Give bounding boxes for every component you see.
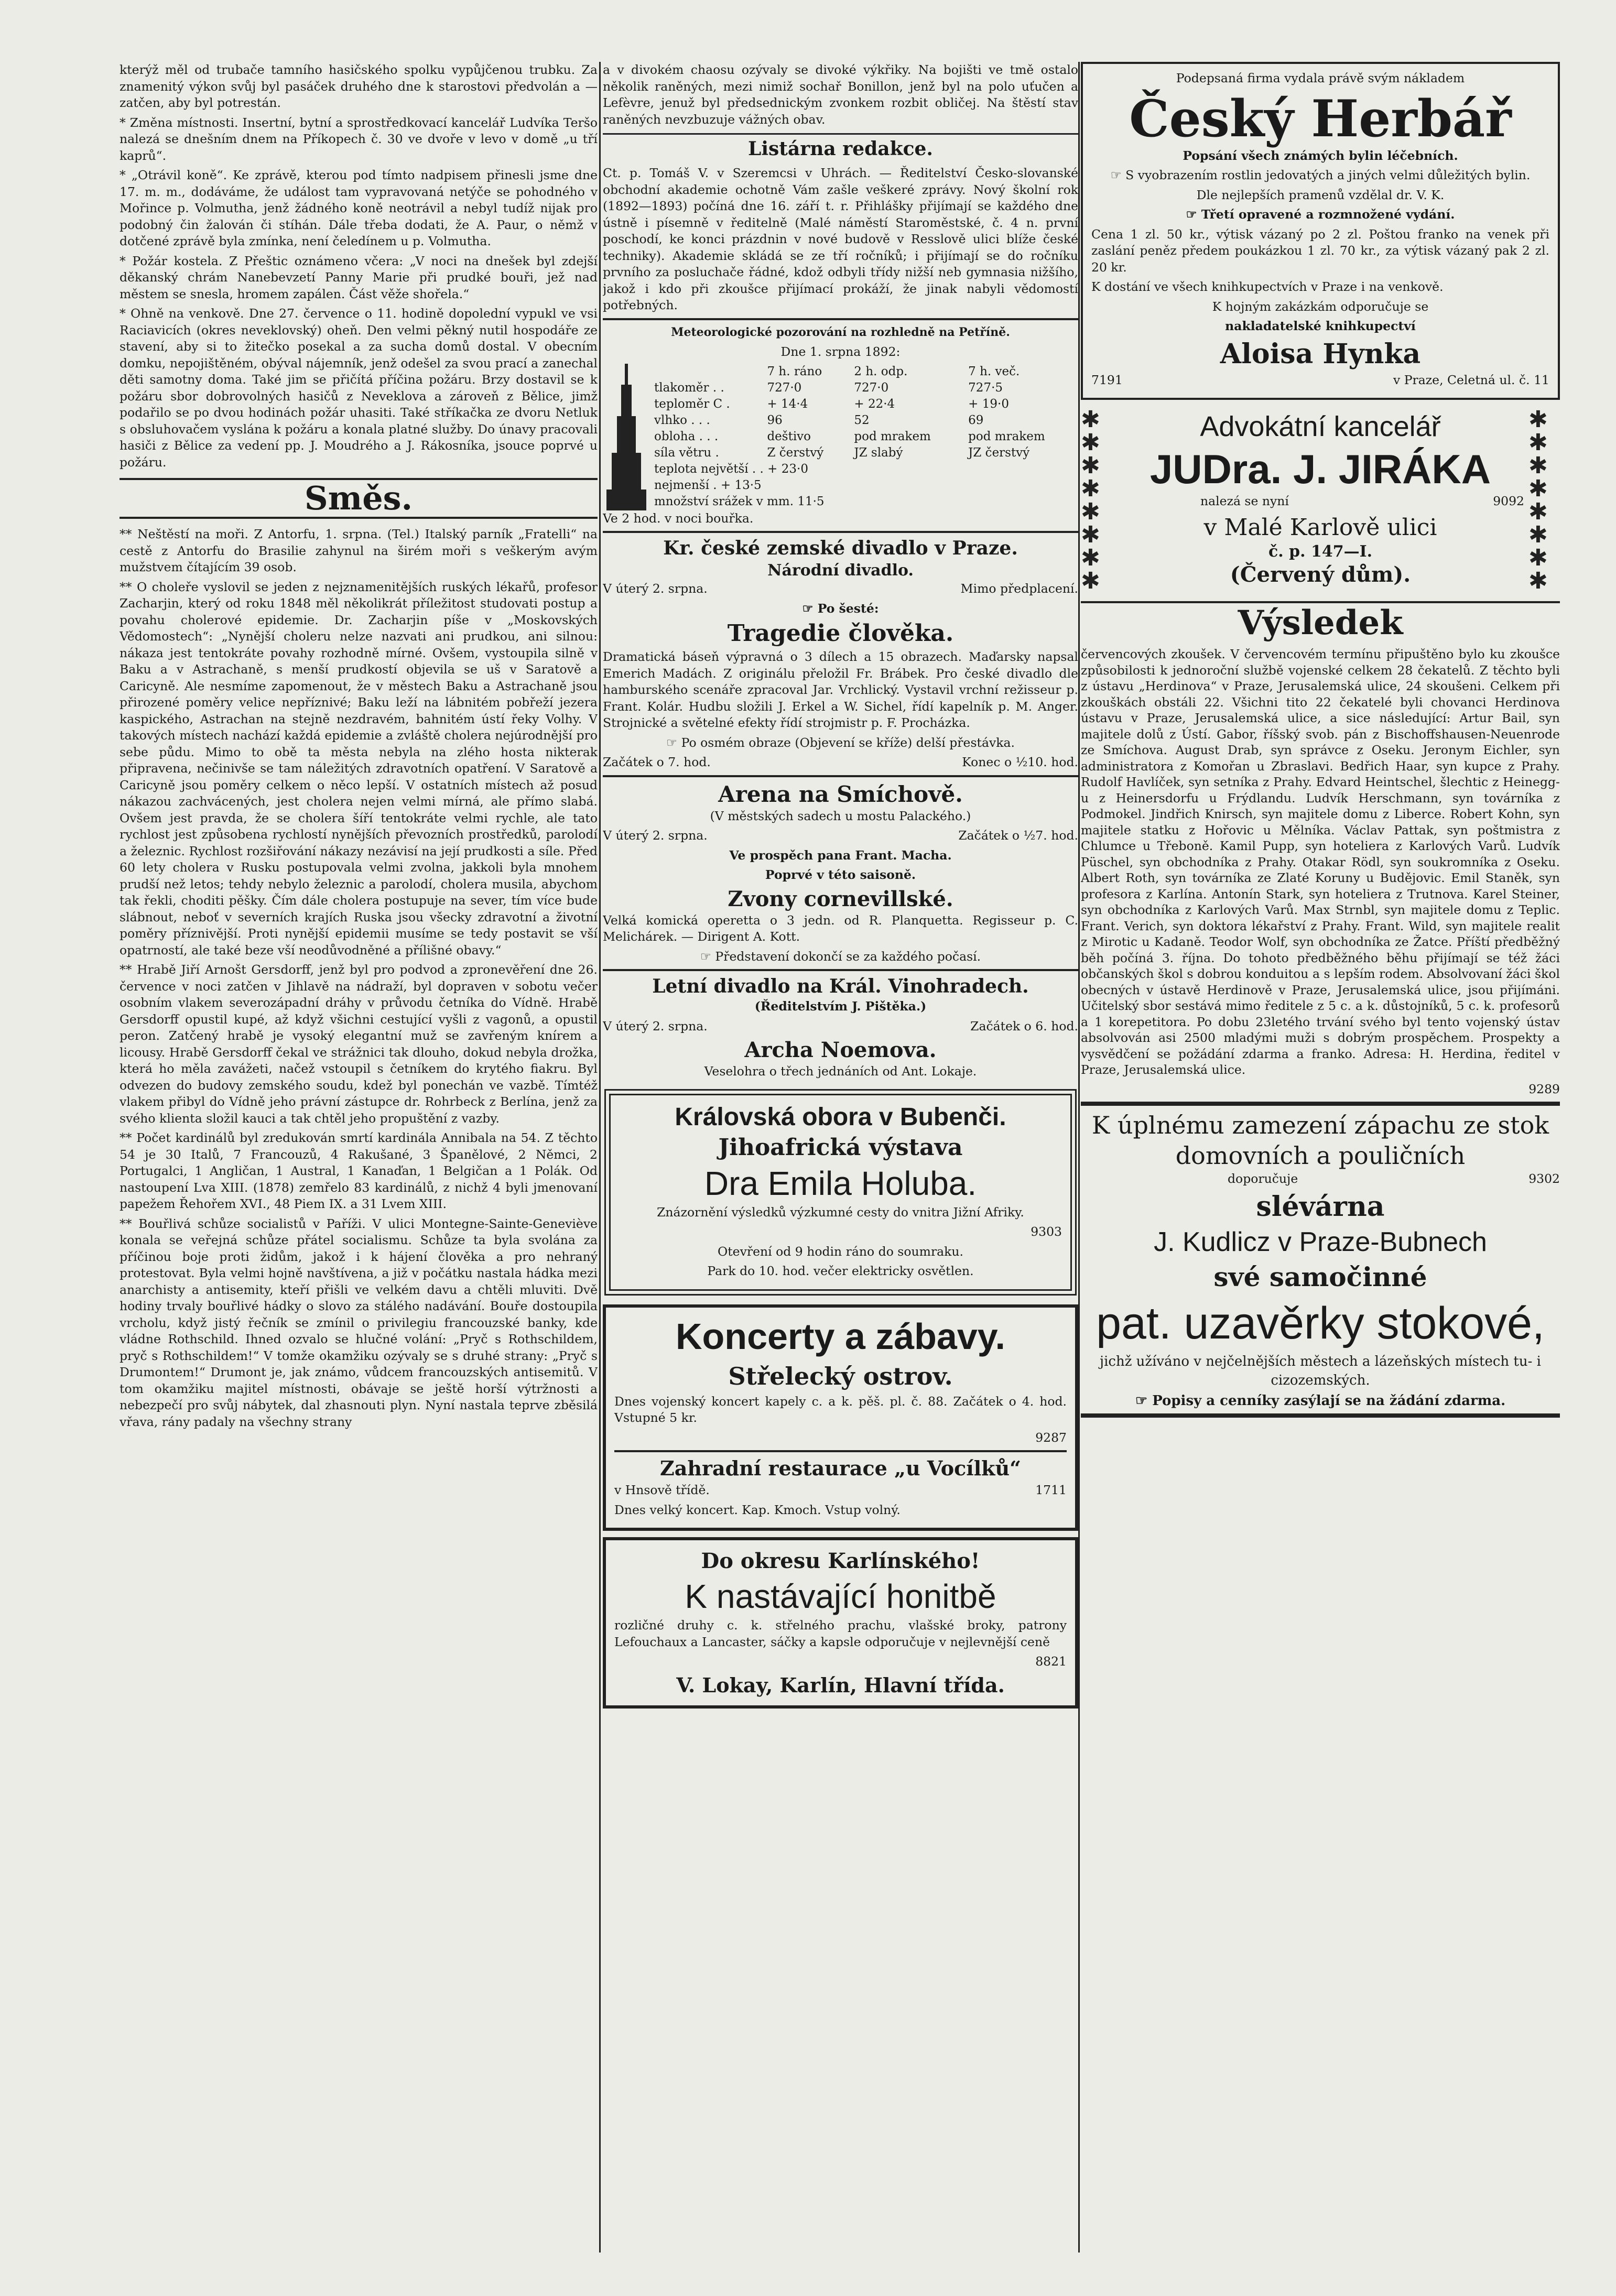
bubenec-ad-subtitle: Jihoafrická výstava — [718, 1134, 963, 1161]
divider — [603, 969, 1078, 971]
summer-theater-subtitle: (Ředitelstvím J. Pištěka.) — [754, 999, 927, 1014]
summer-theater-title: Letní divadlo na Král. Vinohradech. — [652, 975, 1029, 997]
article-text: a v divokém chaosu ozývaly se divoké výkřiky. Na bojišti ve tmě ostalo několik raněných, mezi nimiž sochař Bonillon, jenž byl na polo uťučen a Lefèvre, jenuž byl předsednickým zvonkem rozbit obličej. Na štěstí stav raněných nevzbuzuje vážných obav. — [603, 62, 1078, 127]
lokay-text: rozličné druhy c. k. střelného prachu, vlašské broky, patrony Lefouchaux a Lancaster, sáčky a kapsle odporučuje v nejlevnější ceně — [614, 1618, 1067, 1649]
arena-description: Velká komická operetta o 3 jedn. od R. Planquetta. Regisseur p. C. Melichárek. — Dirigent A. Kott. — [603, 912, 1078, 944]
theater-run: ☞ Po šesté: — [802, 601, 879, 616]
play-note: ☞ Po osmém obraze (Objevení se kříže) delší přestávka. — [666, 735, 1015, 750]
ad-number: 9289 — [1528, 1081, 1560, 1096]
lokay-signature: V. Lokay, Karlín, Hlavní třída. — [676, 1673, 1005, 1697]
herbar-line: ☞ S vyobrazením rostlin jedovatých a jiných velmi důležitých bylin. — [1110, 168, 1531, 182]
meteo-title: Meteorologické pozorování na rozhledně na Petříně. — [671, 325, 1010, 339]
advocate-street: v Malé Karlově ulici — [1203, 514, 1437, 541]
divider — [1081, 1102, 1560, 1106]
advocate-ad — [1081, 408, 1560, 593]
ad-number: 8821 — [1035, 1654, 1067, 1669]
pointing-hand-icon: ☞ — [700, 949, 715, 964]
sewer-ad-foundry: slévárna — [1256, 1190, 1385, 1223]
herbar-intro: Podepsaná firma vydala právě svým nákladem — [1176, 71, 1465, 85]
sewer-ad-automatic: své samočinné — [1213, 1261, 1427, 1292]
herbar-line: Popsání všech známých bylin léčebních. — [1183, 148, 1458, 163]
herbar-line: nakladatelské knihkupectví — [1225, 319, 1416, 333]
result-text: červencových zkoušek. V červencovém termínu připuštěno bylo ku zkoušce způsobilosti k jednoroční službě vojenské celkem 28 čekatelů. Z těchto byli z ústavu „Herdinova“ v Praze, Jerusalemská ulice, 24 skoušeni. Celkem při zkouškách obstáli 22. Všichni tito 22 čekatelé byli chovanci Herdinova ústavu v Praze, Jerusalemská ulice, a sice následující: Artur Bail, syn majitele dolů z Ústí. Gabor, říšský svob. pán z Bischoffshausen-Neuenrode ze Smíchova. August Drab, syn správce z Oseku. Jeronym Eichler, syn administratora z Komořan u Zbraslavi. Bedřich Haar, syn kupce z Prahy. Rudolf Havlíček, syn setníka z Prahy. Edvard Heintschel, šlechtic z Heinegg-u z Heinersdorfu u Frýdlandu. Ludvík Herschmann, syn továrníka z Podmokel. Jindřich Knirsch, syn majitele domu z Liberce. Robert Kohn, syn majitele statku z Hořovic u Mělníka. Václav Pattak, syn poštmistra z Chlumce u Třeboně. Kamil Pupp, syn hoteliera z Karlových Varů. Ludvík Püschel, syn obchodníka z Prahy. Otakar Rödl, syn soukromníka z Oseku. Albert Roth, syn továrníka ze Zlaté Koruny u Budějovic. Emil Staněk, syn profesora z Karlína. Antonín Stark, syn hoteliera z Trutnova. Karel Steiner, syn obchodníka z Karlových Varů. Max Strnbl, syn majitele domu z Teplic. Frant. Verich, syn doktora lékařství z Prahy. Frant. Wild, syn majitele realit z Mirotic u Kadaně. Teodor Wolf, syn obchodníka ze Žatce. Příští předběžný běh počíná 3. října. Do tohoto předběžného běhu přijímají se též žáci občanských škol s dobrou konduitou a s lepším rodem. Absolvovaní žáci škol obecných v ústavě Herdinově v Praze, Jerusalemská ulice, jsou přijímáni. Učitelský sbor sestává mimo ředitele z 5 c. a k. důstojníků, 5 c. k. profesorů a 1 korepetitora. Po dobu 23letého trvání svého byl tento vojenský ústav absolvován asi 2500 mladými muži s dobrým prospěchem. Prospekty a vysvědčení se požádání zdarma a franko. Adresa: H. Herdina, ředitel v Praze, Jerusalemská ulice. — [1081, 647, 1560, 1077]
section-heading-smes: Směs. — [120, 478, 598, 519]
herbar-publisher: Aloisa Hynka — [1220, 338, 1421, 370]
divider — [603, 775, 1078, 777]
ad-number: 9303 — [1031, 1224, 1062, 1239]
strelecky-text: Dnes vojenský koncert kapely c. a k. pěš. pl. č. 88. Začátek o 4. hod. Vstupné 5 kr. — [614, 1394, 1067, 1425]
theater-note: Mimo předplacení. — [960, 581, 1078, 596]
meteo-table: 7 h. ráno 2 h. odp. 7 h. več. tlakoměr . . 727·0 727·0 727·5 teploměr C . + 14·4 + 22·4 + 19·0 vlhko . . . 96 52 69 obloha . . . deštivo pod mrakem pod mrakem síla větru . Z čerstvý JZ slabý JZ čerstvý teplota největší . . + 23·0 nejmenší . + 13·5 množství srážek v mm. 11·5 — [650, 364, 1078, 510]
arena-play: Zvony cornevillské. — [728, 886, 953, 911]
lokay-ad — [603, 1537, 1078, 1709]
pointing-hand-icon: ☞ — [1110, 168, 1126, 182]
sewer-ad-text: doporučuje — [1228, 1171, 1298, 1186]
ad-number: 9092 — [1493, 494, 1524, 508]
meteo-date: Dne 1. srpna 1892: — [780, 344, 901, 359]
advocate-name: JUDra. J. JIRÁKA — [1149, 446, 1491, 492]
article-text: * „Otrávil koně“. Ke zprávě, kterou pod tímto nadpisem přinesli jsme dne 17. m. m., dodáváme, že událost tam vypravovaná netýče se pohodného v Mořince p. Volmutha, jenž žádného koně neotrávil a nebyl tudíž nijak pro podobný čin žalován či stíhán. Dále třeba dodati, že A. Paur, o němž v dotčené zprávě byla zmínka, není čeledínem u p. Volmutha. — [120, 168, 598, 248]
theater-subtitle: Národní divadlo. — [767, 561, 914, 580]
advocate-house: (Červený dům). — [1230, 562, 1411, 587]
meteo-row: vlhko . . . 96 52 69 — [654, 413, 984, 427]
arena-date: V úterý 2. srpna. — [603, 828, 708, 843]
herbar-line: K hojným zakázkám odporučuje se — [1212, 299, 1429, 314]
bubenec-ad-hours: Otevření od 9 hodin ráno do soumraku. — [717, 1244, 964, 1259]
article-text: Ct. p. Tomáš V. v Szeremcsi v Uhrách. — Ředitelství Česko-slovanské obchodní akademie ochotně Vám zašle veškeré zprávy. Nový školní rok (1892—1893) počíná dne 16. září t. r. Přihlášky přijímají se každého dne ústně i písemně v ředitelně (Malé náměstí Staroměstské, č. 4 n. první poschodí, ke konci prázdnin v nové budově v Resslově ulici blíže české techniky). Akademie skládá se ze tří ročníků; i přijímají se do ročníku prvního za posluchače řádné, kdož odbyli třídy nižší neb gymnasia nižšího, jakož i kdo při zkoušce přijímací prokáží, že jinak nabyli vědomostí potřebných. — [603, 166, 1078, 312]
article-text: ** O choleře vyslovil se jeden z nejznamenitějších ruských lékařů, profesor Zacharjin, který od roku 1848 měl několikrát příležitost studovati postup a povahu cholerové epidemie. Dr. Zacharjin píše v „Moskovských Vědomostech“: „Nynější choleru nelze nazvati ani prudkou, ani silnou: nákaza jest tentokráte povahy rozhodně mírné. Ovšem, vystoupila silně v Baku a v Astrachaně, s menší prudkostí objevila se uš v Saratově a Caricyně. Ale nesmíme zapomenout, že v městech Baku a Astrachaně jsou přirozené poměry velice nepříznivé; Baku leží na lábnitém pobřeží jezera kaspického, Astrachan na stejně nezdravém, bahnitém ústí řeky Volhy. V takových místech nachází každá epidemie a zvláště cholera nejúrodnější pro sebe půdu. Mimo to obě ta města nebyla na zlého hosta nikterak připravena, nečinivše se tam náležitých zdravotních opatření. V Saratově a Caricyně jsou poměry celkem o něco lepší. V ostatních místech až posud nákazou zachvácených, jest cholera nejen velmi mírná, ale přímo slabá. Ovšem jest pravda, že se cholera šíří tentokráte velmi rychle, ale tato rychlost jest způsobena rychlostí nynějších převozních prostředků, parolodí a železnic. Rychlost rozšiřování nákazy nezávisí na její prudkosti a síle. Před 60 lety cholera v Rusku postupovala velmi zvolna, jakkoli byla mnohem prudší než letos; tehdy nebylo železnic a parolodí, cholera musila, abychom tak řekli, choditi pěšky. Čím dále cholera postupuje na sever, tím více bude slábnout, neboť v severních krajích Ruska jsou všecky zdravotní a životní poměry příznivější. Proti nynější epidemii musíme se tedy postavit se vší opatrností, ale také beze vší neodůvodněné a přílišné obavy.“ — [120, 579, 598, 957]
herbar-title: Český Herbář — [1129, 89, 1512, 148]
vocilka-title: Zahradní restaurace „u Vocílků“ — [660, 1456, 1021, 1480]
divider — [614, 1450, 1067, 1452]
article-text: * Ohně na venkově. Dne 27. července o 11. hodině dopolední vypukl ve vsi Raciavicích (okres neveklovský) oheň. Den velmi pěkný nutil hospodáře ze stavení, aby si to žitečko posekal a za sucha domů dostal. V obecním domku, nepojištěném, obýval nájemník, jenž odešel za svou prací a zanechal děti samotny doma. Také jim se přičítá příčina požáru. Brzy dostavil se k požáru sbor dobrovolných hasičů z Neveklova a zároveň z Bělice, jimž podařilo se po dvou hodinách požár uhasiti. Také stříkačka ze dvoru Netluk s obsluhovačem vyslána k požáru a konala platné služby. Do únavy pracovali hasiči z Bělice za vedení pp. J. Moudrého a J. Rákosníka, jsouce poprvé u požáru. — [120, 306, 598, 470]
divider — [603, 531, 1078, 533]
bubenec-exhibition-ad — [609, 1094, 1072, 1291]
result-heading: Výsledek — [1081, 601, 1560, 643]
sewer-ad-headline: K úplnému zamezení zápachu ze stok domovních a pouličních — [1091, 1111, 1549, 1170]
meteo-row: obloha . . . deštivo pod mrakem pod mrakem — [654, 429, 1045, 443]
arena-note: ☞ Představení dokončí se za každého počasí. — [700, 949, 981, 964]
sewer-ad-company: J. Kudlicz v Praze-Bubnech — [1154, 1226, 1487, 1257]
play-description: Dramatická báseň výpravná o 3 dílech a 15 obrazech. Maďarsky napsal Emerich Madách. Z originálu přeložil Fr. Brábek. Pro české divadlo dle hamburského scenáře zpracoval Jar. Vrchlický. Vystavil vrchní režisseur p. Frant. Kolár. Hudbu složili J. Erkel a W. Sichel, řídí kapelník p. M. Anger. Strojnické a světelné efekty řídí strojmistr p. F. Procházka. — [603, 649, 1078, 730]
pointing-hand-icon: ☞ — [1135, 1392, 1153, 1409]
vocilka-address: v Hnsově třídě. — [614, 1483, 710, 1497]
column-right — [1081, 62, 1560, 2258]
arena-benefit: Ve prospěch pana Frant. Macha. — [729, 847, 952, 863]
herbar-ad — [1081, 62, 1560, 400]
advocate-title: Advokátní kancelář — [1200, 411, 1441, 442]
divider — [603, 318, 1078, 320]
meteo-row: síla větru . Z čerstvý JZ slabý JZ čerstvý — [654, 446, 1030, 460]
advocate-text: nalezá se nyní — [1200, 494, 1289, 508]
lokay-headline: Do okresu Karlínského! — [701, 1549, 980, 1573]
article-text: kterýž měl od trubače tamního hasičského spolku vypůjčenou trubku. Za znamenitý výkon svůj byl pasáček druhého dne k starostovi předvolán a — zatčen, aby byl potrestán. — [120, 62, 598, 110]
article-text: * Změna místnosti. Insertní, bytní a sprostředkovací kancelář Ludvíka Teršo nalezá se dnešním dnem na Příkopech č. 30 ve dvoře v levo v domě „u tří kaprů“. — [120, 115, 598, 163]
article-text: ** Neštěstí na moři. Z Antorfu, 1. srpna. (Tel.) Italský parník „Fratelli“ na cestě z Antorfu do Brasilie zahynul na širém moři s veškerým avým mužstvem čítajícím 39 osob. — [120, 527, 598, 574]
theater-date: V úterý 2. srpna. — [603, 581, 708, 596]
herbar-line: ☞ Třetí opravené a rozmnožené vydání. — [1186, 207, 1455, 222]
bubenec-ad-name: Dra Emila Holuba. — [704, 1164, 977, 1202]
star-border-icon: ✱ ✱ ✱ ✱ ✱ ✱ ✱ ✱ — [1528, 406, 1551, 594]
bubenec-ad-title: Královská obora v Bubenči. — [675, 1103, 1006, 1131]
section-heading-listarna: Listárna redakce. — [603, 133, 1078, 160]
star-border-icon: ✱ ✱ ✱ ✱ ✱ ✱ ✱ ✱ — [1081, 406, 1103, 594]
summer-theater-play: Archa Noemova. — [744, 1038, 937, 1062]
herbar-line: Dle nejlepších pramenů vzdělal dr. V. K. — [1196, 187, 1445, 202]
sewer-ad-product: pat. uzavěrky stokové, — [1096, 1298, 1545, 1348]
strelecky-title: Střelecký ostrov. — [728, 1362, 953, 1390]
arena-title: Arena na Smíchově. — [718, 781, 963, 807]
pointing-hand-icon: ☞ — [666, 735, 681, 750]
meteo-footnote: Ve 2 hod. v noci bouřka. — [603, 510, 754, 526]
lokay-title: K nastávající honitbě — [685, 1577, 996, 1615]
arena-subtitle: (V městských sadech u mostu Palackého.) — [710, 808, 971, 823]
article-text: * Požár kostela. Z Přeštic oznámeno včera: „V noci na dnešek byl zdejší děkanský chrám Nanebevzetí Panny Marie při prudké bouři, jež nad městem se snesla, hromem zapálen. Část věže shořela.“ — [120, 253, 598, 301]
play-title: Tragedie člověka. — [727, 620, 954, 647]
ad-number: 1711 — [1035, 1483, 1067, 1497]
play-end: Konec o ½10. hod. — [962, 755, 1078, 769]
summer-theater-description: Veselohra o třech jednáních od Ant. Lokaje. — [704, 1064, 977, 1079]
column-rule — [1078, 62, 1080, 2253]
meteo-row: teploměr C . + 14·4 + 22·4 + 19·0 — [654, 397, 1009, 411]
summer-theater-date: V úterý 2. srpna. — [603, 1018, 708, 1033]
herbar-address: v Praze, Celetná ul. č. 11 — [1393, 372, 1549, 387]
bubenec-ad-text: Znázornění výsledků výzkumné cesty do vnitra Jižní Afriky. — [657, 1204, 1024, 1220]
advocate-number: č. p. 147—I. — [1268, 542, 1373, 561]
herbar-availability: K dostání ve všech knihkupectvích v Praze i na venkově. — [1091, 279, 1444, 294]
divider — [1081, 1413, 1560, 1418]
ad-number: 7191 — [1091, 372, 1123, 387]
column-left — [120, 62, 598, 2258]
meteo-block — [603, 364, 1078, 510]
summer-theater-start: Začátek o 6. hod. — [970, 1018, 1078, 1033]
herbar-price: Cena 1 zl. 50 kr., výtisk vázaný po 2 zl. Poštou franko na venek při zaslání peněz předem poukázkou 1 zl. 70 kr., za výtisk vázaný pak 2 zl. 20 kr. — [1091, 226, 1549, 275]
column-rule — [599, 62, 601, 2253]
concerts-ad — [603, 1304, 1078, 1531]
arena-first: Poprvé v této saisoně. — [765, 867, 916, 882]
arena-start: Začátek o ½7. hod. — [958, 828, 1078, 843]
play-start: Začátek o 7. hod. — [603, 755, 711, 769]
concerts-title: Koncerty a zábavy. — [676, 1315, 1005, 1357]
ad-number: 9302 — [1528, 1171, 1560, 1186]
sewer-ad-catalog: ☞ Popisy a cenníky zasýlají se na žádání zdarma. — [1135, 1392, 1506, 1409]
vocilka-text: Dnes velký koncert. Kap. Kmoch. Vstup volný. — [614, 1502, 901, 1517]
pointing-hand-icon: ☞ — [802, 601, 818, 616]
article-text: ** Bouřlivá schůze socialistů v Paříži. V ulici Montegne-Sainte-Geneviève konala se veřejná schůze přátel socialismu. Schůze ta byla svolána za příčinou boje proti židům, jakož i k hájení člověka a pro nehraný protestovat. Byla velmi hojně navštívena, a již v počátku nastala hádka mezi anarchisty a antisemity, kteří přišli ve velkém davu a chtěli mluviti. Dvě hodiny trvaly bouřlivé hádky o slovo za stálého nadávání. Bouře dostoupila vrcholu, když jistý řečník se zmínil o privilegiu francouzské banky, kde vládne Rothschild. Ihned ozvalo se hlučné volání: „Pryč s Rothschildem, pryč s Rothschildem!“ V tomže okamžiku ozývaly se s druhé strany: „Pryč s Drumontem!“ Drumont je, jak známo, vůdcem francouzských antisemitů. V tom okamžiku majitel místnosti, obávaje se ještě horší výtržnosti a nebezpečí pro svůj nábytek, dal zhasnouti plyn. Nyní nastala teprve zběsilá vřava, rány padaly na všechny strany — [120, 1216, 598, 1429]
ad-number: 9287 — [1035, 1430, 1067, 1445]
column-middle — [603, 62, 1078, 2258]
pointing-hand-icon: ☞ — [1186, 207, 1201, 222]
sewer-ad-text: jichž užíváno v nejčelnějších městech a lázeňských místech tu- i cizozemských. — [1100, 1353, 1541, 1388]
article-text: ** Počet kardinálů byl zredukován smrtí kardinála Annibala na 54. Z těchto 54 je 30 Italů, 7 Francouzů, 4 Rakušané, 3 Španělové, 2 Němci, 2 Portugalci, 1 Angličan, 1 Austral, 1 Kanaďan, 1 Belgičan a 1 Polák. Od nastoupení Lva XIII. (1878) zemřelo 83 kardinálů, z nichž 4 byli jmenovaní papežem Řehořem XVI., 48 Piem IX. a 31 Lvem XIII. — [120, 1130, 598, 1211]
petrin-tower-image — [603, 364, 650, 510]
sewer-trap-ad — [1081, 1110, 1560, 1418]
bubenec-ad-park: Park do 10. hod. večer elektricky osvětlen. — [707, 1264, 974, 1278]
meteo-row: tlakoměr . . 727·0 727·0 727·5 — [654, 380, 1003, 395]
theater-title: Kr. české zemské divadlo v Praze. — [663, 537, 1018, 559]
article-text: ** Hrabě Jiří Arnošt Gersdorff, jenž byl pro podvod a zpronevěření dne 26. července v noci zatčen v Jihlavě na nádraží, byl dopraven v sobotu večer osobním vlakem severozápadní dráhy v průvodu četníka do Vídně. Hrabě Gersdorff opustil kupé, až když všichni cestující vyšli z vagonů, a opustil peron. Zatčený hrabě je vysoký elegantní muž se zavřeným knírem a licousy. Hrabě Gersdorff čekal ve strážnici tak dlouho, dokud nebyla drožka, která ho měla zavážeti, načež vstoupil s četníkem do krytého fiakru. Byl odvezen do budovy zemského soudu, kdež byl ponechán ve vazbě. Tímtéž vlakem přibyl do Vídně jeho právní zástupce dr. Rohrbeck z Berlína, jenž za svého klienta složil kauci a tak chtěl jeho propuštění z vazby. — [120, 962, 598, 1126]
